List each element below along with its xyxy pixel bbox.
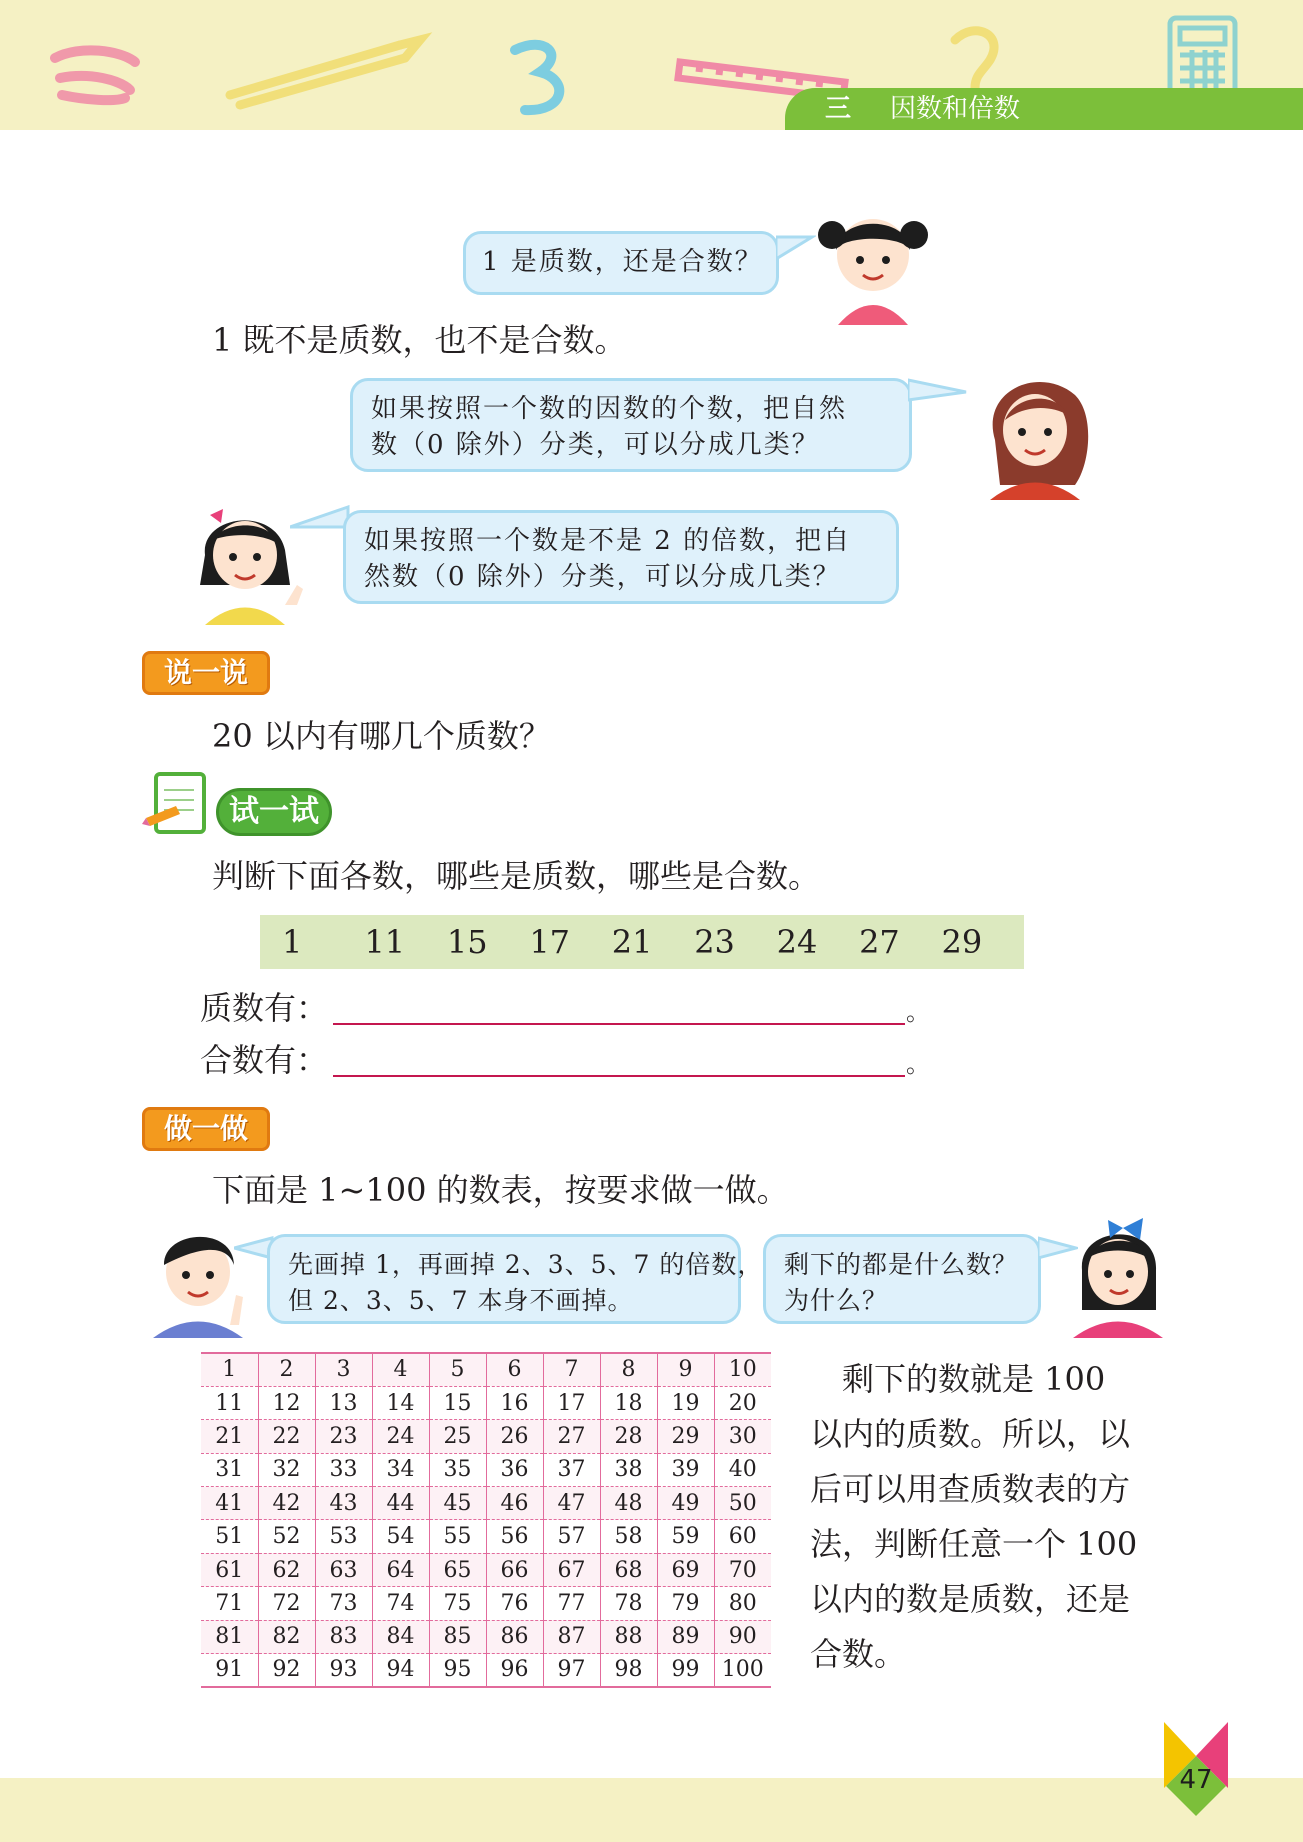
girl-blue-bow-avatar <box>1068 1210 1168 1338</box>
table-cell[interactable]: 92 <box>258 1654 315 1687</box>
table-cell[interactable]: 59 <box>657 1520 714 1553</box>
table-cell[interactable]: 71 <box>201 1587 258 1620</box>
table-row <box>201 1587 771 1620</box>
side-line-5: 以内的数是质数，还是 <box>810 1580 1131 1618</box>
table-cell[interactable]: 21 <box>201 1420 258 1453</box>
pencil-icon <box>230 40 420 105</box>
table-cell[interactable]: 9 <box>657 1353 714 1386</box>
table-cell[interactable]: 86 <box>486 1620 543 1653</box>
speech-bubble-boy <box>267 1234 764 1324</box>
table-row <box>201 1386 771 1419</box>
bubble-line-2: 为什么？ <box>784 1286 889 1315</box>
side-line-3: 后可以用查质数表的方 <box>810 1470 1131 1508</box>
number-item: 24 <box>776 923 818 961</box>
table-cell[interactable]: 47 <box>543 1487 600 1520</box>
table-cell[interactable]: 36 <box>486 1453 543 1486</box>
table-cell[interactable]: 83 <box>315 1620 372 1653</box>
table-cell[interactable]: 1 <box>201 1353 258 1386</box>
number-item: 17 <box>529 923 571 961</box>
badge-do: 做一做 <box>142 1107 270 1151</box>
side-line-1: 剩下的数就是 100 <box>810 1360 1106 1398</box>
bubble-tail <box>776 235 816 265</box>
table-cell[interactable]: 50 <box>714 1487 771 1520</box>
try-instruction: 判断下面各数，哪些是质数，哪些是合数。 <box>212 857 821 895</box>
composite-answer-line[interactable] <box>333 1075 905 1077</box>
table-row <box>201 1654 771 1687</box>
table-cell[interactable]: 24 <box>372 1420 429 1453</box>
table-cell[interactable]: 63 <box>315 1553 372 1586</box>
girl-pigtails-avatar <box>818 205 928 325</box>
table-cell[interactable]: 11 <box>201 1386 258 1419</box>
table-cell[interactable]: 61 <box>201 1553 258 1586</box>
answer-text: 1 既不是质数，也不是合数。 <box>212 321 627 359</box>
table-cell[interactable]: 49 <box>657 1487 714 1520</box>
table-cell[interactable]: 94 <box>372 1654 429 1687</box>
chapter-title: 因数和倍数 <box>890 94 1021 124</box>
table-row <box>201 1353 771 1386</box>
footer-band <box>0 1778 1303 1842</box>
table-cell[interactable]: 23 <box>315 1420 372 1453</box>
table-cell[interactable]: 64 <box>372 1553 429 1586</box>
table-cell[interactable]: 100 <box>714 1654 771 1687</box>
do-instruction: 下面是 1~100 的数表，按要求做一做。 <box>212 1171 789 1209</box>
table-cell[interactable]: 90 <box>714 1620 771 1653</box>
table-cell[interactable]: 81 <box>201 1620 258 1653</box>
table-cell[interactable]: 85 <box>429 1620 486 1653</box>
number-strip <box>260 915 1024 969</box>
speech-bubble-girl-prime-question <box>463 231 779 295</box>
table-cell[interactable]: 12 <box>258 1386 315 1419</box>
table-cell[interactable]: 15 <box>429 1386 486 1419</box>
table-cell[interactable]: 13 <box>315 1386 372 1419</box>
scissors-icon <box>55 50 135 100</box>
speech-bubble-teacher <box>350 378 912 472</box>
table-cell[interactable]: 34 <box>372 1453 429 1486</box>
table-cell[interactable]: 70 <box>714 1553 771 1586</box>
table-row <box>201 1487 771 1520</box>
number-item: 23 <box>694 923 735 961</box>
prime-answer-line[interactable] <box>333 1023 905 1025</box>
bubble-text: 1 是质数，还是合数？ <box>482 247 763 277</box>
table-cell[interactable]: 77 <box>543 1587 600 1620</box>
table-cell[interactable]: 60 <box>714 1520 771 1553</box>
table-cell[interactable]: 40 <box>714 1453 771 1486</box>
bubble-line-2: 数（0 除外）分类，可以分成几类？ <box>371 430 820 460</box>
table-cell[interactable]: 14 <box>372 1386 429 1419</box>
table-cell[interactable]: 52 <box>258 1520 315 1553</box>
chapter-number: 三 <box>825 94 852 124</box>
bubble-tail <box>908 378 968 408</box>
table-cell[interactable]: 42 <box>258 1487 315 1520</box>
table-cell[interactable]: 46 <box>486 1487 543 1520</box>
table-cell[interactable]: 16 <box>486 1386 543 1419</box>
speech-bubble-girl-question <box>763 1234 1041 1324</box>
table-cell[interactable]: 17 <box>543 1386 600 1419</box>
table-cell[interactable]: 98 <box>600 1654 657 1687</box>
table-cell[interactable]: 4 <box>372 1353 429 1386</box>
table-cell[interactable]: 20 <box>714 1386 771 1419</box>
table-cell[interactable]: 32 <box>258 1453 315 1486</box>
table-cell[interactable]: 10 <box>714 1353 771 1386</box>
hundred-chart <box>201 1352 771 1688</box>
table-cell[interactable]: 26 <box>486 1420 543 1453</box>
boy-avatar <box>148 1220 248 1338</box>
table-cell[interactable]: 88 <box>600 1620 657 1653</box>
bubble-line-2: 然数（0 除外）分类，可以分成几类？ <box>364 562 841 592</box>
table-cell[interactable]: 38 <box>600 1453 657 1486</box>
table-cell[interactable]: 84 <box>372 1620 429 1653</box>
teacher-avatar <box>980 370 1095 500</box>
table-cell[interactable]: 19 <box>657 1386 714 1419</box>
bubble-line-1: 剩下的都是什么数？ <box>784 1250 1019 1279</box>
end-mark: 。 <box>906 1050 930 1078</box>
table-cell[interactable]: 72 <box>258 1587 315 1620</box>
number-item: 21 <box>611 923 653 961</box>
table-cell[interactable]: 29 <box>657 1420 714 1453</box>
table-row <box>201 1453 771 1486</box>
number-item: 29 <box>941 923 983 961</box>
table-cell[interactable]: 8 <box>600 1353 657 1386</box>
badge-try: 试一试 <box>216 788 332 836</box>
table-cell[interactable]: 87 <box>543 1620 600 1653</box>
number-item: 27 <box>859 923 900 961</box>
table-cell[interactable]: 2 <box>258 1353 315 1386</box>
digit-three-icon <box>515 45 559 110</box>
table-cell[interactable]: 97 <box>543 1654 600 1687</box>
side-explanation <box>810 1352 1170 1682</box>
table-cell[interactable]: 68 <box>600 1553 657 1586</box>
table-cell[interactable]: 62 <box>258 1553 315 1586</box>
table-cell[interactable]: 67 <box>543 1553 600 1586</box>
side-line-2: 以内的质数。所以，以 <box>810 1415 1131 1453</box>
badge-talk: 说一说 <box>142 651 270 695</box>
table-cell[interactable]: 76 <box>486 1587 543 1620</box>
end-mark: 。 <box>906 998 930 1026</box>
table-cell[interactable]: 55 <box>429 1520 486 1553</box>
bubble-line-1: 如果按照一个数是不是 2 的倍数，把自 <box>364 526 852 556</box>
table-cell[interactable]: 48 <box>600 1487 657 1520</box>
table-cell[interactable]: 80 <box>714 1587 771 1620</box>
table-cell[interactable]: 69 <box>657 1553 714 1586</box>
table-row <box>201 1553 771 1586</box>
table-cell[interactable]: 39 <box>657 1453 714 1486</box>
table-cell[interactable]: 78 <box>600 1587 657 1620</box>
table-cell[interactable]: 79 <box>657 1587 714 1620</box>
speech-bubble-girl-even-question <box>343 510 899 604</box>
table-cell[interactable]: 93 <box>315 1654 372 1687</box>
table-cell[interactable]: 35 <box>429 1453 486 1486</box>
number-item: 15 <box>446 923 488 961</box>
composite-label: 合数有： <box>200 1041 329 1079</box>
table-cell[interactable]: 89 <box>657 1620 714 1653</box>
table-cell[interactable]: 45 <box>429 1487 486 1520</box>
table-cell[interactable]: 96 <box>486 1654 543 1687</box>
table-cell[interactable]: 95 <box>429 1654 486 1687</box>
table-row <box>201 1420 771 1453</box>
side-line-6: 合数。 <box>810 1635 907 1673</box>
table-cell[interactable]: 73 <box>315 1587 372 1620</box>
table-cell[interactable]: 25 <box>429 1420 486 1453</box>
table-cell[interactable]: 54 <box>372 1520 429 1553</box>
table-cell[interactable]: 22 <box>258 1420 315 1453</box>
side-line-4: 法，判断任意一个 100 <box>810 1525 1138 1563</box>
table-cell[interactable]: 43 <box>315 1487 372 1520</box>
chapter-tab <box>785 88 1303 130</box>
notebook-pencil-icon <box>142 768 210 838</box>
table-cell[interactable]: 57 <box>543 1520 600 1553</box>
table-cell[interactable]: 51 <box>201 1520 258 1553</box>
table-cell[interactable]: 41 <box>201 1487 258 1520</box>
table-cell[interactable]: 82 <box>258 1620 315 1653</box>
bubble-line-2: 但 2、3、5、7 本身不画掉。 <box>288 1286 634 1315</box>
number-item: 1 <box>282 923 303 961</box>
table-cell[interactable]: 31 <box>201 1453 258 1486</box>
table-cell[interactable]: 56 <box>486 1520 543 1553</box>
talk-question: 20 以内有哪几个质数？ <box>212 717 551 755</box>
calculator-icon <box>1170 18 1235 98</box>
table-cell[interactable]: 66 <box>486 1553 543 1586</box>
bubble-tail <box>290 505 350 535</box>
table-cell[interactable]: 18 <box>600 1386 657 1419</box>
table-cell[interactable]: 44 <box>372 1487 429 1520</box>
number-item: 11 <box>364 923 406 961</box>
table-cell[interactable]: 28 <box>600 1420 657 1453</box>
table-cell[interactable]: 27 <box>543 1420 600 1453</box>
table-cell[interactable]: 30 <box>714 1420 771 1453</box>
table-row <box>201 1520 771 1553</box>
table-cell[interactable]: 91 <box>201 1654 258 1687</box>
table-row <box>201 1620 771 1653</box>
bubble-line-1: 先画掉 1，再画掉 2、3、5、7 的倍数， <box>288 1250 764 1279</box>
table-cell[interactable]: 37 <box>543 1453 600 1486</box>
table-cell[interactable]: 6 <box>486 1353 543 1386</box>
bubble-line-1: 如果按照一个数的因数的个数，把自然 <box>371 394 848 424</box>
page-number: 47 <box>1179 1765 1213 1795</box>
table-cell[interactable]: 53 <box>315 1520 372 1553</box>
table-cell[interactable]: 7 <box>543 1353 600 1386</box>
table-cell[interactable]: 33 <box>315 1453 372 1486</box>
table-cell[interactable]: 5 <box>429 1353 486 1386</box>
table-cell[interactable]: 58 <box>600 1520 657 1553</box>
table-cell[interactable]: 74 <box>372 1587 429 1620</box>
prime-label: 质数有： <box>200 989 329 1027</box>
table-cell[interactable]: 75 <box>429 1587 486 1620</box>
table-cell[interactable]: 99 <box>657 1654 714 1687</box>
table-cell[interactable]: 3 <box>315 1353 372 1386</box>
table-cell[interactable]: 65 <box>429 1553 486 1586</box>
